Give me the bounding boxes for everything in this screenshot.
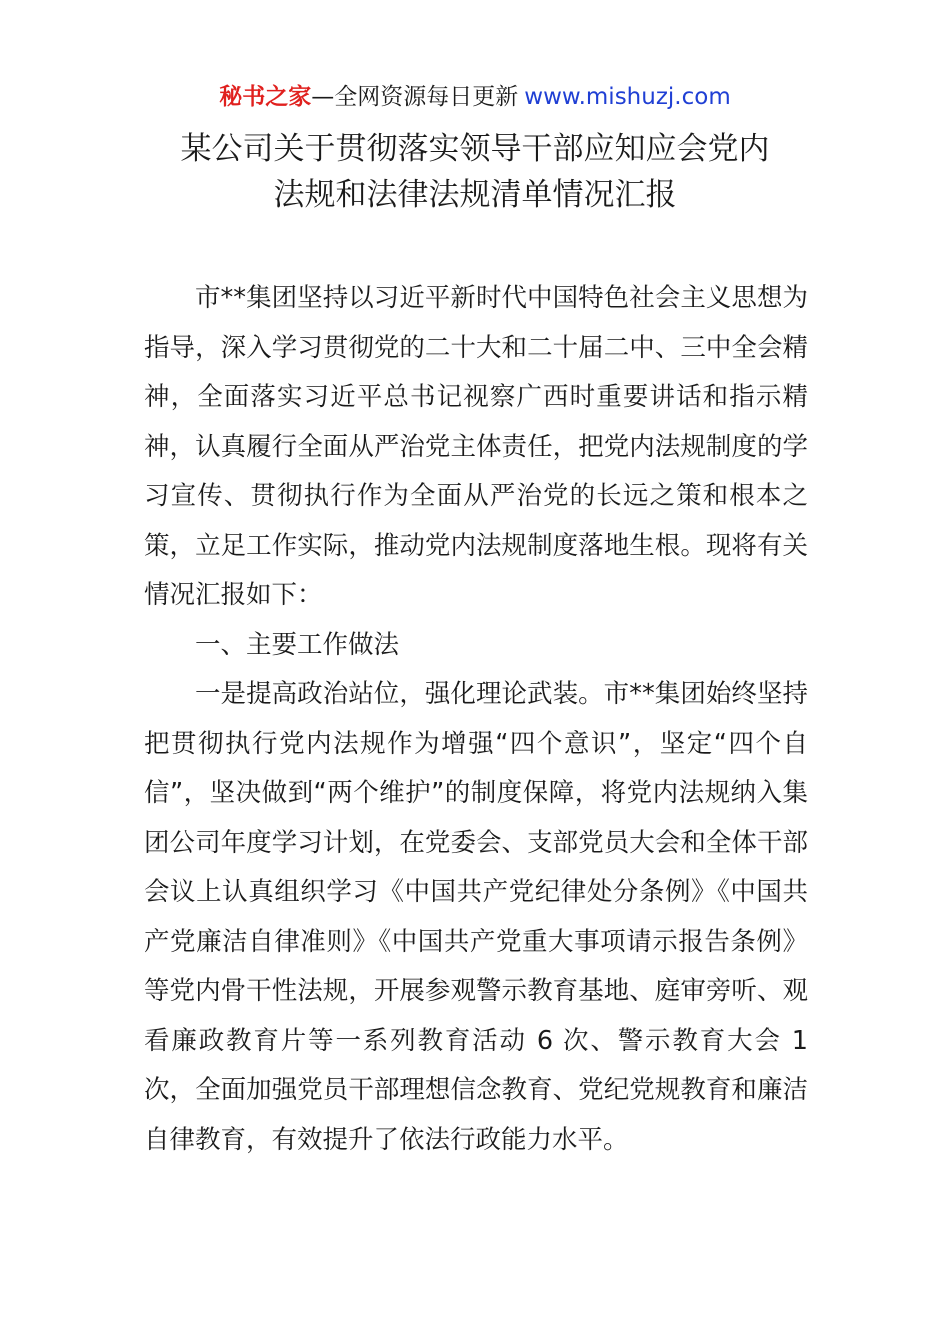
site-url-link[interactable]: www.mishuzj.com bbox=[524, 84, 731, 110]
site-brand: 秘书之家 bbox=[219, 84, 312, 110]
document-title-line-2: 法规和法律法规清单情况汇报 bbox=[273, 177, 677, 213]
point-one-paragraph: 一是提高政治站位，强化理论武装。市**集团始终坚持把贯彻执行党内法规作为增强“四个意识”，坚定“四个自信”，坚决做到“两个维护”的制度保障，将党内法规纳入集团公司年度学习计划，在党委会、支部党员大会和全体干部会议上认真组织学习《中国共产党纪律处分条例》《中国共产党廉洁自律准则》《中国共产党重大事项请示报告条例》等党内骨干性法规，开展参观警示教育基地、庭审旁听、观看廉政教育片等一系列教育活动 6 次、警示教育大会 1 次，全面加强党员干部理想信念教育、党纪党规教育和廉洁自律教育，有效提升了依法行政能力水平。 bbox=[144, 679, 808, 1155]
site-tagline: —全网资源每日更新 bbox=[311, 84, 519, 110]
intro-paragraph: 市**集团坚持以习近平新时代中国特色社会主义思想为指导，深入学习贯彻党的二十大和二十届二中、三中全会精神，全面落实习近平总书记视察广西时重要讲话和指示精神，认真履行全面从严治党主体责任，把党内法规制度的学习宣传、贯彻执行作为全面从严治党的长远之策和根本之策，立足工作实际，推动党内法规制度落地生根。现将有关情况汇报如下： bbox=[144, 283, 808, 610]
section-heading: 一、主要工作做法 bbox=[195, 629, 400, 660]
document-title bbox=[0, 126, 950, 218]
document-title-line-1: 某公司关于贯彻落实领导干部应知应会党内 bbox=[180, 131, 770, 167]
site-header bbox=[0, 80, 950, 114]
document-body bbox=[144, 274, 808, 1165]
